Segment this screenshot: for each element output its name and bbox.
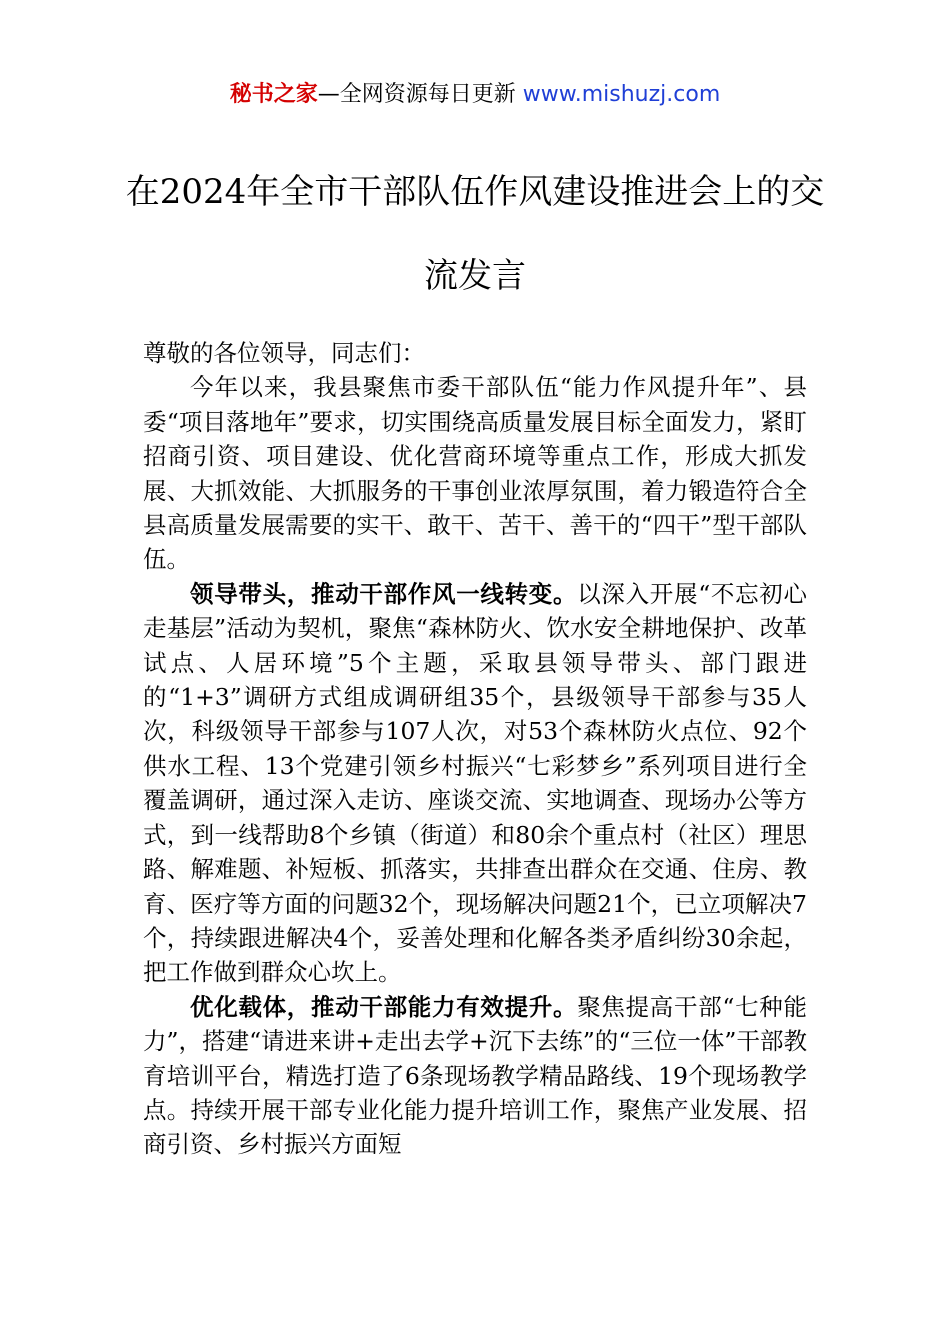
document-body	[143, 336, 807, 1162]
paragraph-optimize	[143, 990, 807, 1162]
paragraph-text: 以深入开展“不忘初心走基层”活动为契机，聚焦“森林防火、饮水安全耕地保护、改革试点、人居环境”5个主题，采取县领导带头、部门跟进的“1+3”调研方式组成调研组35个，县级领导干部参与35人次，科级领导干部参与107人次，对53个森林防火点位、92个供水工程、13个党建引领乡村振兴“七彩梦乡”系列项目进行全覆盖调研，通过深入走访、座谈交流、实地调查、现场办公等方式，到一线帮助8个乡镇（街道）和80余个重点村（社区）理思路、解难题、补短板、抓落实，共排查出群众在交通、住房、教育、医疗等方面的问题32个，现场解决问题21个，已立项解决7个，持续跟进解决4个，妥善处理和化解各类矛盾纠纷30余起，把工作做到群众心坎上。	[143, 579, 808, 987]
document-title: 在2024年全市干部队伍作风建设推进会上的交流发言	[125, 172, 825, 296]
paragraph-leadership	[143, 577, 807, 990]
paragraph-intro	[143, 370, 807, 576]
site-header-banner	[0, 78, 950, 112]
paragraph-text: 聚焦提高干部“七种能力”，搭建“请进来讲+走出去学+沉下去练”的“三位一体”干部教育培训平台，精选打造了6条现场教学精品路线、19个现场教学点。持续开展干部专业化能力提升培训工作，聚焦产业发展、招商引资、乡村振兴方面短	[143, 992, 808, 1159]
paragraph-text: 今年以来，我县聚焦市委干部队伍“能力作风提升年”、县委“项目落地年”要求，切实围绕高质量发展目标全面发力，紧盯招商引资、项目建设、优化营商环境等重点工作，形成大抓发展、大抓效能、大抓服务的干事创业浓厚氛围，着力锻造符合全县高质量发展需要的实干、敢干、苦干、善干的“四干”型干部队伍。	[143, 373, 807, 574]
paragraph-lead: 优化载体，推动干部能力有效提升。	[190, 992, 578, 1021]
paragraph-lead: 领导带头，推动干部作风一线转变。	[190, 579, 578, 608]
site-brand-name: 秘书之家	[229, 82, 318, 107]
salutation: 尊敬的各位领导，同志们：	[143, 339, 425, 367]
site-url-link[interactable]: www.mishuzj.com	[522, 82, 721, 107]
site-tagline: —全网资源每日更新	[317, 82, 523, 107]
